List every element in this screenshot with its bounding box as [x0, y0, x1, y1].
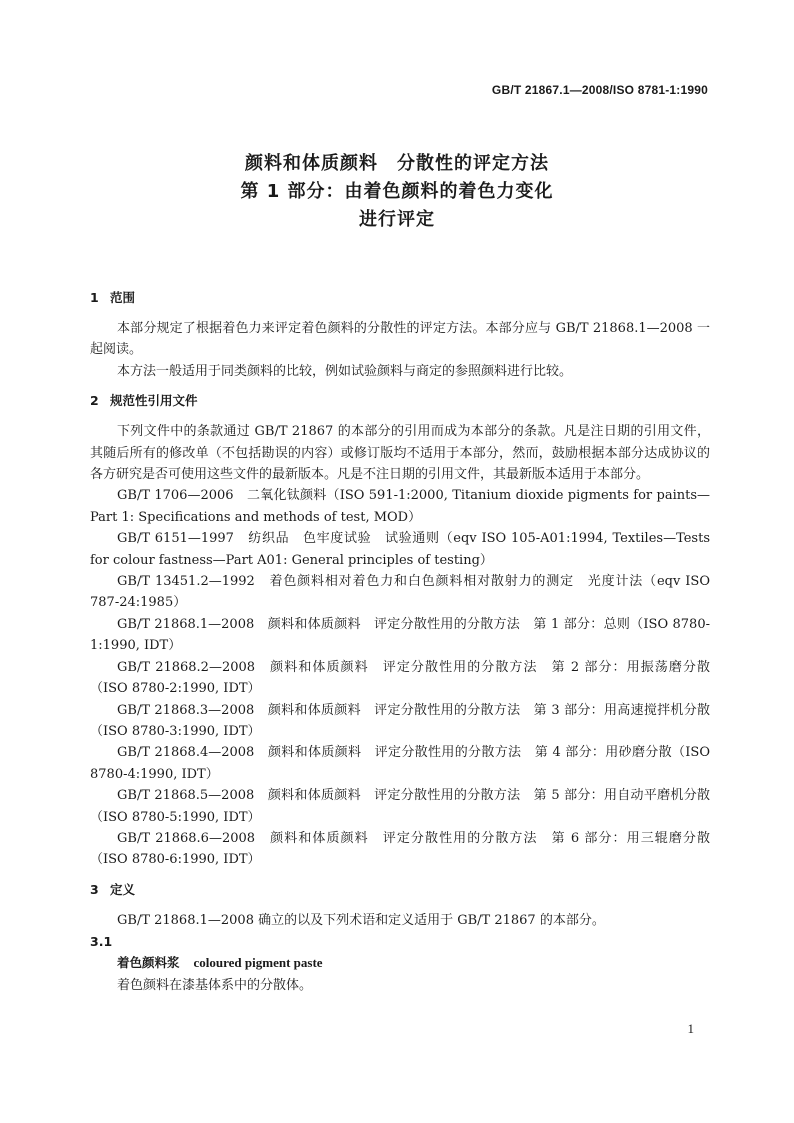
paragraph: 本部分规定了根据着色力来评定着色颜料的分散性的评定方法。本部分应与 GB/T 21868.1—2008 一起阅读。	[90, 321, 710, 358]
reference-item: GB/T 6151—1997 纺织品 色牢度试验 试验通则（eqv ISO 105-A01:1994, Textiles—Tests for colour fastness—Part A01: General principles of testing）	[90, 531, 710, 568]
section-title: 定义	[110, 881, 136, 897]
section-2-heading	[90, 390, 710, 411]
title-line-1: 颜料和体质颜料 分散性的评定方法	[245, 153, 549, 174]
term-chinese: 着色颜料浆	[117, 955, 180, 971]
paragraph: 本方法一般适用于同类颜料的比较，例如试验颜料与商定的参照颜料进行比较。	[117, 363, 573, 379]
section-number: 3	[90, 881, 99, 897]
term-definition: 着色颜料在漆基体系中的分散体。	[117, 977, 313, 993]
section-1-heading	[90, 287, 710, 308]
section-number: 1	[90, 290, 99, 305]
term-line	[90, 952, 710, 974]
section-number: 2	[90, 393, 99, 409]
reference-item: GB/T 13451.2—1992 着色颜料相对着色力和白色颜料相对散射力的测定 光度计法（eqv ISO 787-24:1985）	[90, 574, 710, 611]
term-english: coloured pigment paste	[193, 955, 323, 971]
reference-item: GB/T 1706—2006 二氧化钛颜料（ISO 591-1:2000, Titanium dioxide pigments for paints—Part 1: Specifications and methods of test, MOD）	[90, 488, 710, 525]
subsection-number: 3.1	[90, 934, 113, 950]
reference-item: GB/T 21868.2—2008 颜料和体质颜料 评定分散性用的分散方法 第 2 部分：用振荡磨分散（ISO 8780-2:1990, IDT）	[90, 659, 710, 697]
reference-item: GB/T 21868.3—2008 颜料和体质颜料 评定分散性用的分散方法 第 3 部分：用高速搅拌机分散（ISO 8780-3:1990, IDT）	[90, 702, 710, 739]
reference-item: GB/T 21868.6—2008 颜料和体质颜料 评定分散性用的分散方法 第 6 部分：用三辊磨分散（ISO 8780-6:1990, IDT）	[90, 830, 710, 868]
reference-item: GB/T 21868.4—2008 颜料和体质颜料 评定分散性用的分散方法 第 4 部分：用砂磨分散（ISO 8780-4:1990, IDT）	[90, 745, 710, 782]
document-header: GB/T 21867.1—2008/ISO 8781-1:1990	[491, 83, 708, 97]
page-number: 1	[687, 1021, 694, 1036]
section-title: 范围	[110, 290, 136, 305]
document-title	[0, 150, 794, 234]
section-title: 规范性引用文件	[110, 393, 198, 409]
reference-item: GB/T 21868.1—2008 颜料和体质颜料 评定分散性用的分散方法 第 1 部分：总则（ISO 8780-1:1990, IDT）	[90, 616, 710, 654]
section-3-heading	[90, 879, 710, 900]
paragraph: 下列文件中的条款通过 GB/T 21867 的本部分的引用而成为本部分的条款。凡是注日期的引用文件，其随后所有的修改单（不包括勘误的内容）或修订版均不适用于本部分，然而，鼓励根据本部分达成协议的各方研究是否可使用这些文件的最新版本。凡是不注日期的引用文件，其最新版本适用于本部分。	[90, 424, 710, 483]
title-line-2: 第 1 部分：由着色颜料的着色力变化	[240, 181, 554, 202]
title-line-3: 进行评定	[359, 209, 435, 230]
reference-item: GB/T 21868.5—2008 颜料和体质颜料 评定分散性用的分散方法 第 5 部分：用自动平磨机分散（ISO 8780-5:1990, IDT）	[90, 788, 710, 825]
paragraph: GB/T 21868.1—2008 确立的以及下列术语和定义适用于 GB/T 21867 的本部分。	[117, 912, 605, 928]
document-body	[90, 287, 710, 996]
